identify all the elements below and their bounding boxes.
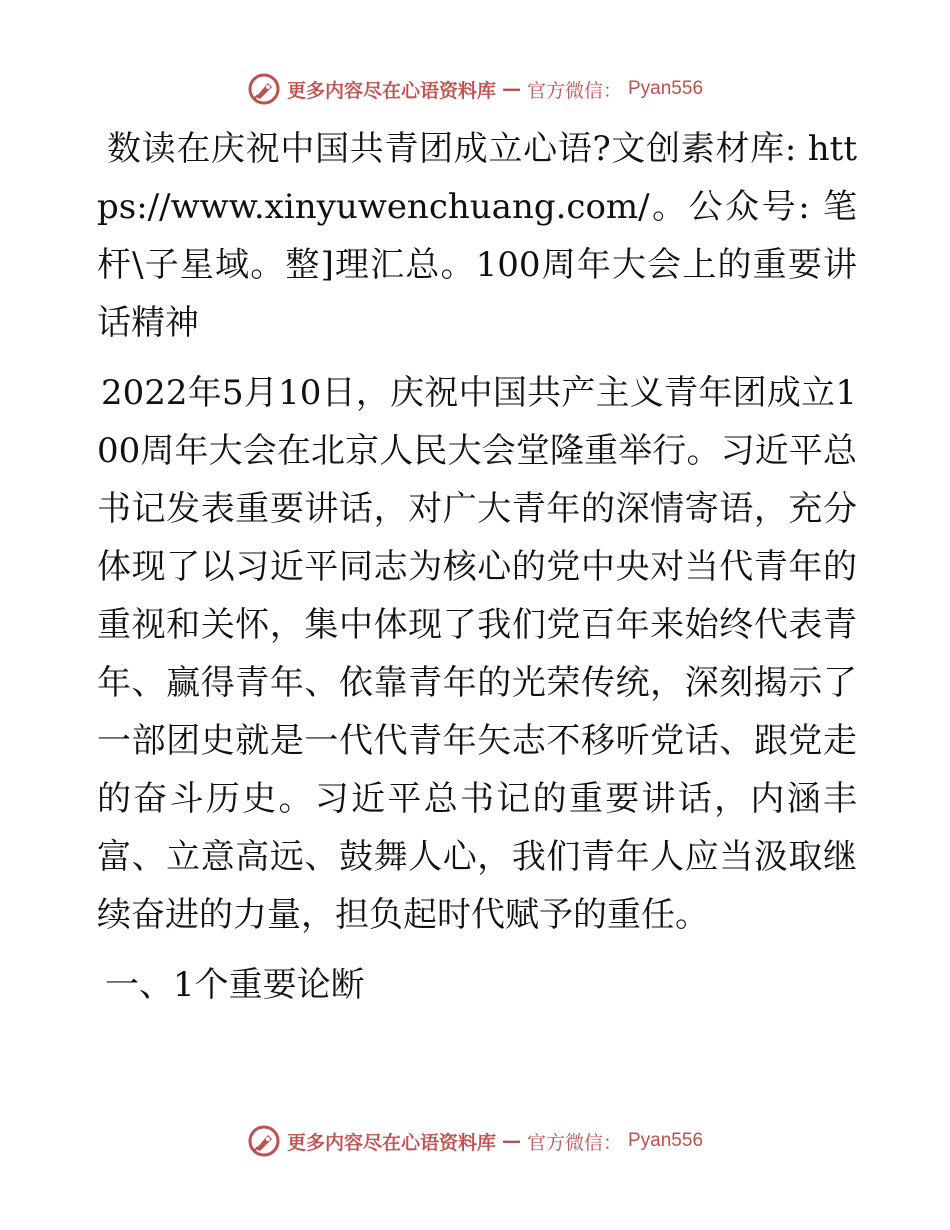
watermark-wechat-label: 官方微信：: [526, 1131, 622, 1154]
watermark-wechat-id: Pyan556: [628, 78, 704, 99]
watermark-wechat-id: Pyan556: [628, 1130, 704, 1151]
watermark-text: 更多内容尽在心语资料库: [286, 1131, 496, 1154]
section-heading: 一、1个重要论断: [105, 965, 365, 1005]
header-watermark: [0, 72, 950, 106]
intro-paragraph: 数读在庆祝中国共青团成立心语?文创素材库: https://www.xinyuwenchuang.com/。公众号: 笔杆\子星域。整]理汇总。100周年大会上的重要讲话精神: [97, 129, 857, 343]
watermark-text: 更多内容尽在心语资料库: [286, 79, 496, 102]
pen-nib-logo-icon: [247, 72, 281, 106]
watermark-wechat-label: 官方微信：: [526, 79, 622, 102]
watermark-separator: —: [501, 1130, 521, 1152]
footer-watermark: [0, 1124, 950, 1158]
document-body: [97, 120, 857, 1026]
pen-nib-logo-icon: [247, 1124, 281, 1158]
body-paragraph: 2022年5月10日，庆祝中国共产主义青年团成立100周年大会在北京人民大会堂隆重举行。习近平总书记发表重要讲话，对广大青年的深情寄语，充分体现了以习近平同志为核心的党中央对当代青年的重视和关怀，集中体现了我们党百年来始终代表青年、赢得青年、依靠青年的光荣传统，深刻揭示了一部团史就是一代代青年矢志不移听党话、跟党走的奋斗历史。习近平总书记的重要讲话，内涵丰富、立意高远、鼓舞人心，我们青年人应当汲取继续奋进的力量，担负起时代赋予的重任。: [97, 373, 857, 935]
watermark-separator: —: [501, 78, 521, 100]
